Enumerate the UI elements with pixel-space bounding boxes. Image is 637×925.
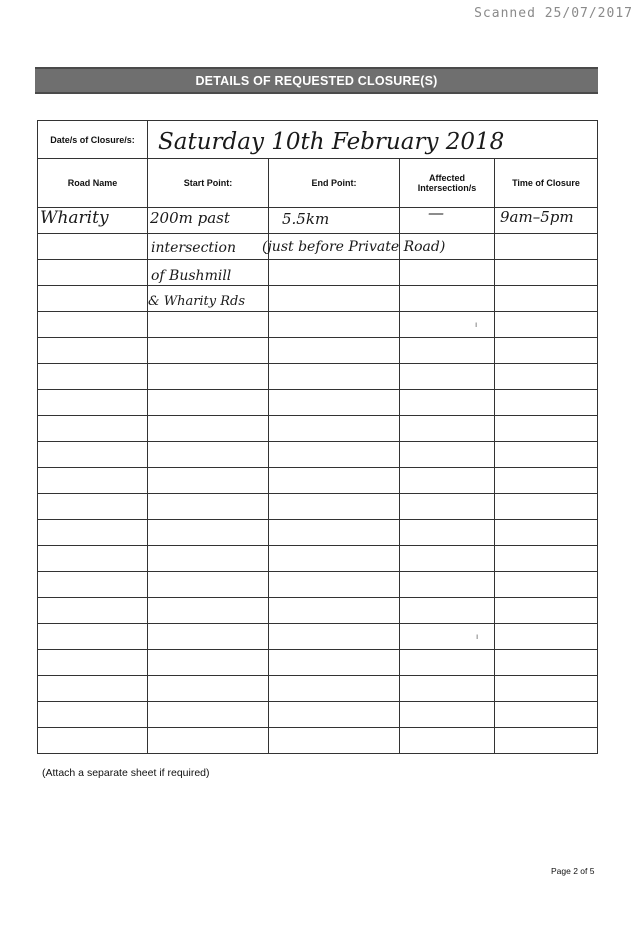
banner-title: DETAILS OF REQUESTED CLOSURE(S) [195, 73, 438, 88]
column-header-end-point: End Point: [269, 159, 400, 208]
table-cell[interactable] [495, 312, 598, 338]
page-number: Page 2 of 5 [551, 866, 595, 876]
table-cell[interactable] [269, 468, 400, 494]
table-row [38, 494, 598, 520]
date-label: Date/s of Closure/s: [38, 121, 148, 159]
table-cell[interactable] [38, 520, 148, 546]
table-cell[interactable] [495, 728, 598, 754]
table-cell[interactable] [38, 624, 148, 650]
table-cell[interactable] [269, 390, 400, 416]
table-cell[interactable] [400, 260, 495, 286]
table-cell[interactable] [269, 442, 400, 468]
table-cell[interactable] [38, 494, 148, 520]
table-cell[interactable] [400, 546, 495, 572]
handwritten-end-point: 5.5km [282, 210, 330, 228]
handwritten-date: Saturday 10th February 2018 [158, 129, 505, 155]
table-cell[interactable] [269, 260, 400, 286]
table-cell[interactable] [148, 702, 269, 728]
table-cell[interactable] [400, 286, 495, 312]
scan-stamp: Scanned 25/07/2017 [474, 6, 633, 21]
table-cell[interactable] [495, 338, 598, 364]
table-cell[interactable] [269, 364, 400, 390]
table-cell[interactable] [400, 624, 495, 650]
table-row [38, 442, 598, 468]
table-cell[interactable] [400, 650, 495, 676]
table-cell[interactable] [495, 624, 598, 650]
table-cell[interactable] [400, 702, 495, 728]
table-row [38, 260, 598, 286]
table-cell[interactable] [269, 598, 400, 624]
table-cell[interactable] [148, 572, 269, 598]
table-row [38, 390, 598, 416]
column-header-start-point: Start Point: [148, 159, 269, 208]
table-row [38, 598, 598, 624]
table-cell[interactable] [495, 468, 598, 494]
table-cell[interactable] [495, 520, 598, 546]
handwritten-start-line4: & Wharity Rds [148, 294, 246, 309]
table-cell[interactable] [400, 208, 495, 234]
table-cell[interactable] [38, 468, 148, 494]
table-cell[interactable] [148, 624, 269, 650]
table-cell[interactable] [38, 234, 148, 260]
handwritten-start-line3: of Bushmill [151, 268, 232, 284]
table-cell[interactable] [400, 364, 495, 390]
handwritten-end-note: (just before Private Road) [262, 239, 446, 255]
table-cell[interactable] [400, 598, 495, 624]
handwritten-affected: — [428, 203, 444, 222]
table-cell[interactable] [38, 364, 148, 390]
table-cell[interactable] [38, 338, 148, 364]
table-cell[interactable] [148, 364, 269, 390]
table-cell[interactable] [148, 650, 269, 676]
table-row [38, 416, 598, 442]
table-cell[interactable] [148, 390, 269, 416]
table-cell[interactable] [495, 234, 598, 260]
table-cell[interactable] [400, 338, 495, 364]
table-cell[interactable] [400, 676, 495, 702]
table-cell[interactable] [38, 728, 148, 754]
table-cell[interactable] [148, 442, 269, 468]
scan-mark: ı [475, 320, 478, 329]
table-cell[interactable] [400, 416, 495, 442]
table-cell[interactable] [148, 598, 269, 624]
table-cell[interactable] [495, 546, 598, 572]
table-cell[interactable] [148, 468, 269, 494]
handwritten-time: 9am–5pm [500, 208, 574, 226]
table-cell[interactable] [269, 676, 400, 702]
table-cell[interactable] [495, 416, 598, 442]
column-header-affected: Affected Intersection/s [400, 159, 495, 208]
table-cell[interactable] [495, 286, 598, 312]
table-cell[interactable] [269, 494, 400, 520]
table-row [38, 676, 598, 702]
table-cell[interactable] [269, 650, 400, 676]
table-row [38, 572, 598, 598]
table-cell[interactable] [400, 468, 495, 494]
table-cell[interactable] [269, 624, 400, 650]
table-cell[interactable] [495, 494, 598, 520]
table-cell[interactable] [400, 494, 495, 520]
table-cell[interactable] [148, 546, 269, 572]
table-cell[interactable] [495, 598, 598, 624]
table-row [38, 364, 598, 390]
table-cell[interactable] [495, 364, 598, 390]
table-cell[interactable] [269, 520, 400, 546]
table-cell[interactable] [38, 416, 148, 442]
column-header-time: Time of Closure [495, 159, 598, 208]
table-row [38, 312, 598, 338]
table-cell[interactable] [495, 390, 598, 416]
table-body [38, 208, 598, 754]
table-cell[interactable] [148, 494, 269, 520]
table-cell[interactable] [148, 676, 269, 702]
table-cell[interactable] [400, 312, 495, 338]
handwritten-road-name: Wharity [40, 208, 109, 228]
table-cell[interactable] [148, 312, 269, 338]
table-cell[interactable] [400, 520, 495, 546]
table-row [38, 702, 598, 728]
table-cell[interactable] [269, 312, 400, 338]
table-cell[interactable] [269, 286, 400, 312]
table-row [38, 286, 598, 312]
table-row [38, 728, 598, 754]
table-cell[interactable] [38, 390, 148, 416]
table-cell[interactable] [38, 260, 148, 286]
table-row [38, 468, 598, 494]
table-cell[interactable] [495, 260, 598, 286]
table-cell[interactable] [495, 442, 598, 468]
table-cell[interactable] [495, 702, 598, 728]
handwritten-start-line2: intersection [151, 240, 236, 256]
table-cell[interactable] [38, 546, 148, 572]
table-cell[interactable] [269, 728, 400, 754]
table-cell[interactable] [148, 728, 269, 754]
table-cell[interactable] [38, 312, 148, 338]
table-cell[interactable] [38, 598, 148, 624]
table-cell[interactable] [38, 572, 148, 598]
table-cell[interactable] [38, 286, 148, 312]
table-cell[interactable] [269, 416, 400, 442]
table-cell[interactable] [148, 520, 269, 546]
column-header-road-name: Road Name [38, 159, 148, 208]
table-cell[interactable] [269, 572, 400, 598]
table-cell[interactable] [269, 702, 400, 728]
table-cell[interactable] [38, 650, 148, 676]
table-cell[interactable] [400, 390, 495, 416]
table-cell[interactable] [38, 702, 148, 728]
table-cell[interactable] [400, 442, 495, 468]
table-row [38, 650, 598, 676]
header-row [38, 159, 598, 208]
table-row [38, 546, 598, 572]
table-row [38, 338, 598, 364]
table-cell[interactable] [269, 338, 400, 364]
table-cell[interactable] [148, 416, 269, 442]
table-cell[interactable] [495, 650, 598, 676]
table-row [38, 520, 598, 546]
table-cell[interactable] [495, 676, 598, 702]
table-cell[interactable] [400, 728, 495, 754]
handwritten-start-line1: 200m past [150, 209, 230, 227]
table-cell[interactable] [38, 442, 148, 468]
scan-mark: ı [476, 632, 479, 641]
table-cell[interactable] [400, 572, 495, 598]
table-cell[interactable] [38, 676, 148, 702]
footnote: (Attach a separate sheet if required) [42, 767, 210, 779]
table-row [38, 624, 598, 650]
table-cell[interactable] [269, 546, 400, 572]
table-cell[interactable] [148, 338, 269, 364]
section-banner [35, 67, 598, 94]
table-cell[interactable] [495, 572, 598, 598]
